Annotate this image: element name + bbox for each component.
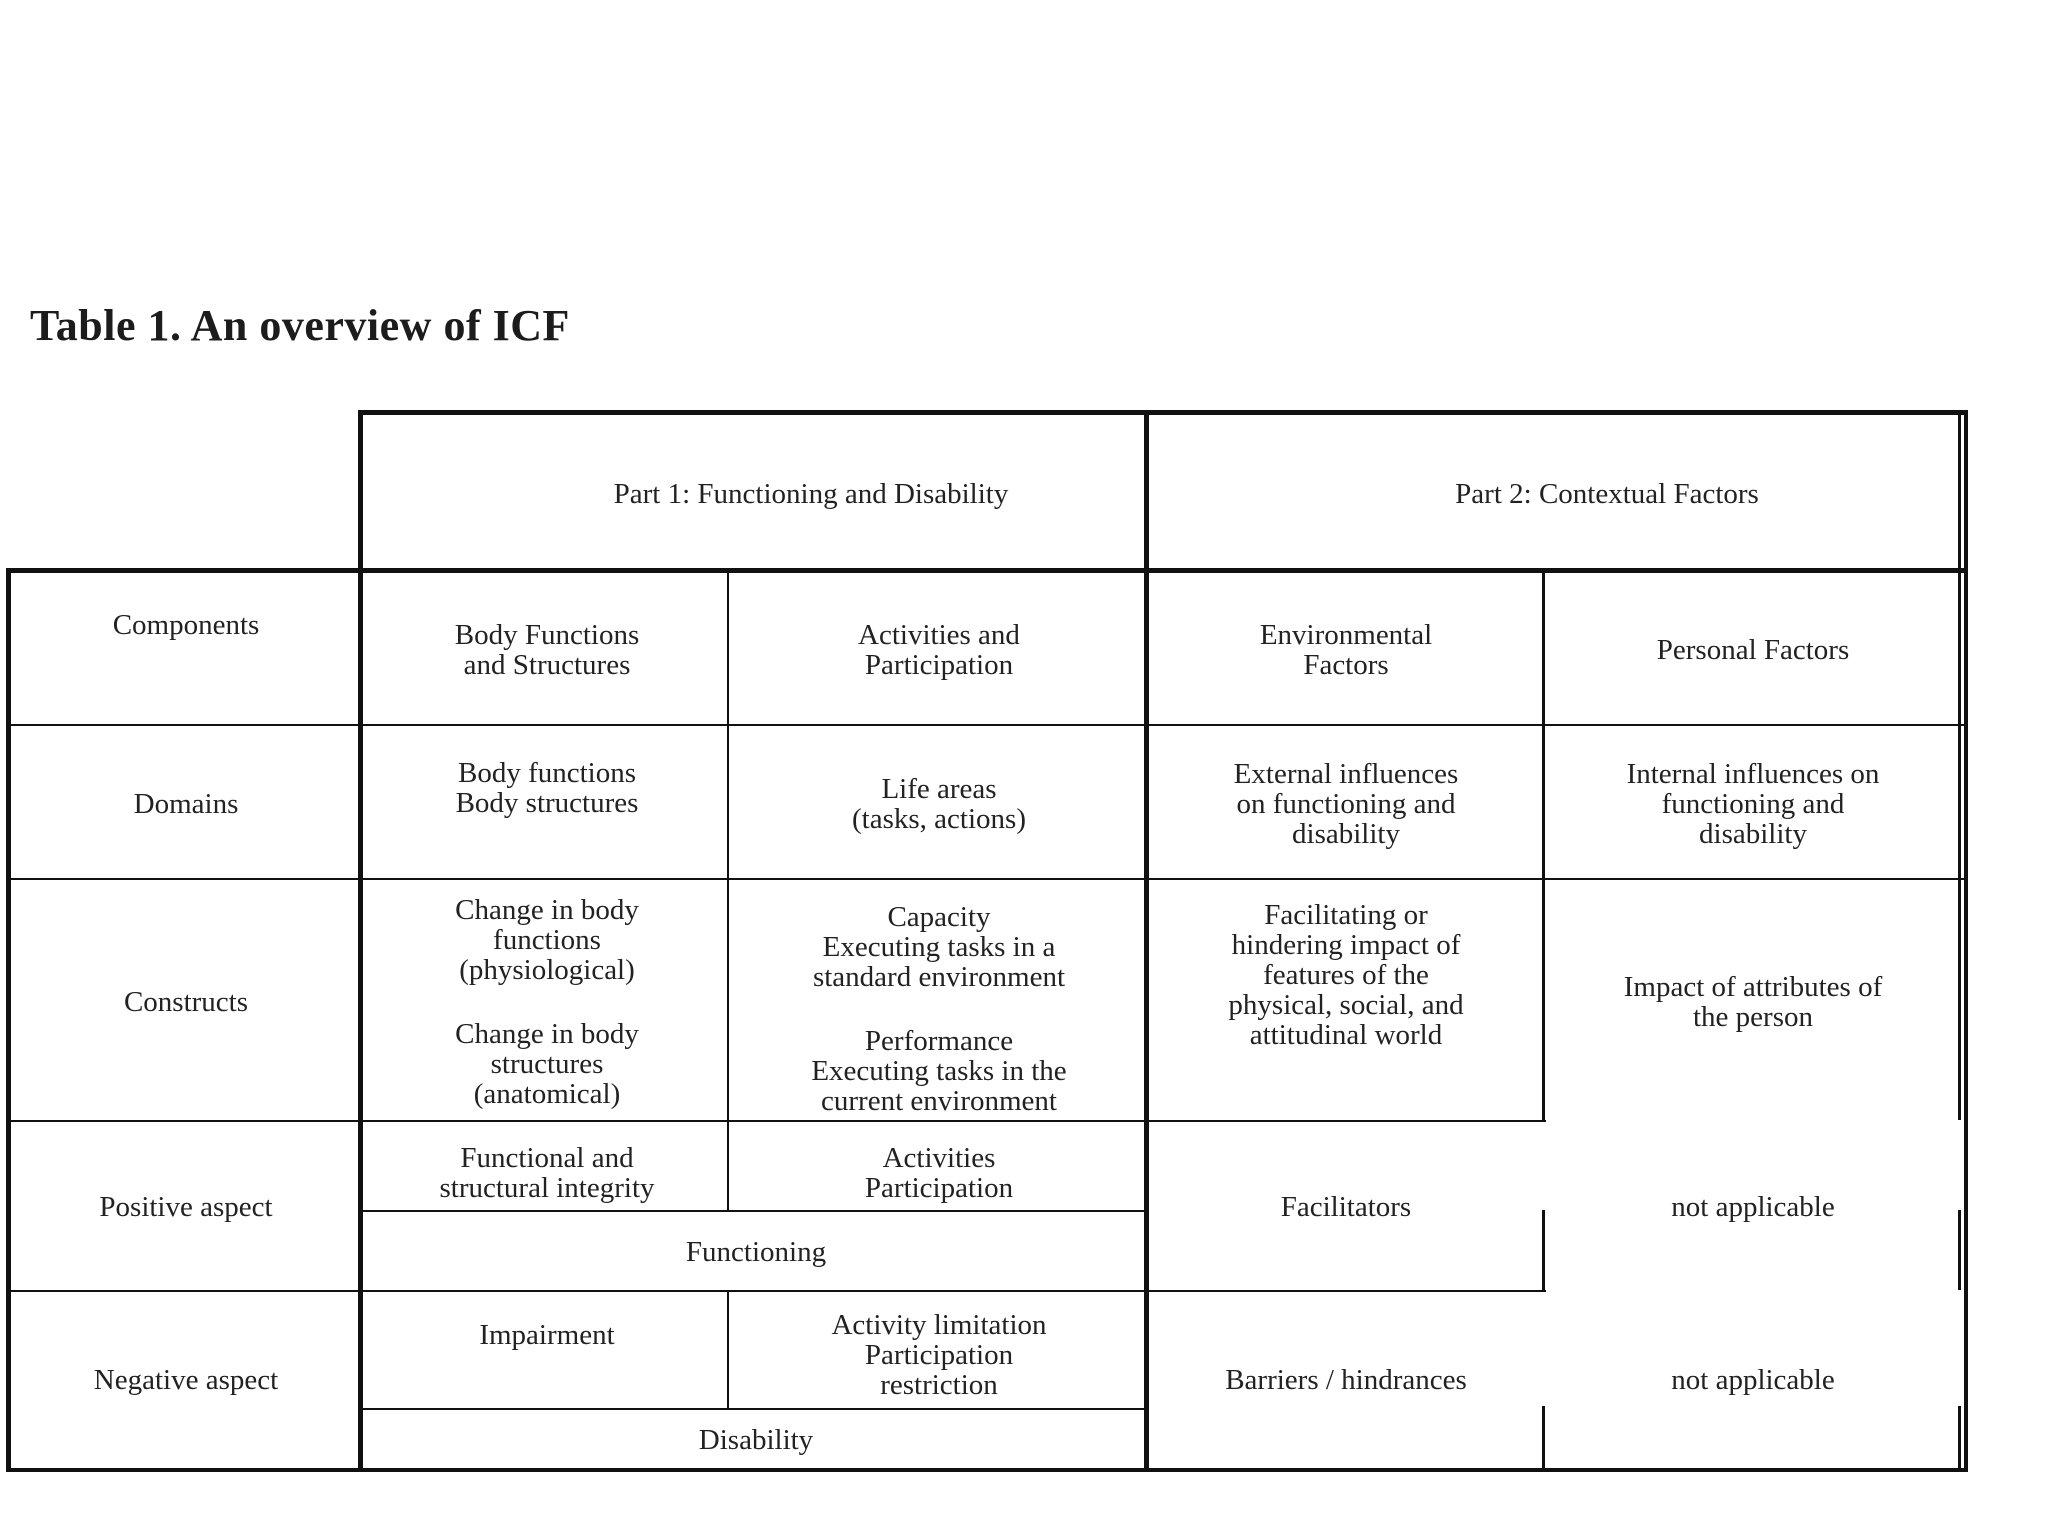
row-label-negative: Negative aspect: [93, 1364, 279, 1396]
rule-env-col-1: [1542, 568, 1545, 1122]
rule-negative-mid: [362, 1408, 1146, 1410]
rule-left: [6, 568, 11, 1472]
row-label-domains: Domains: [133, 788, 239, 820]
rule-right-inner-2: [1958, 1210, 1961, 1290]
negative-personal: not applicable: [1671, 1364, 1835, 1396]
rule-right-outer: [1964, 410, 1968, 1472]
positive-activities: Activities Participation: [864, 1142, 1014, 1204]
negative-body: Impairment: [479, 1319, 615, 1351]
positive-body: Functional and structural integrity: [439, 1142, 655, 1204]
rule-body-col-2: [727, 1290, 729, 1410]
positive-functioning: Functioning: [685, 1236, 827, 1268]
positive-personal: not applicable: [1671, 1191, 1835, 1223]
domains-body: Body functions Body structures: [455, 757, 639, 819]
row-label-components: Components: [112, 609, 260, 641]
rule-body-col-1: [727, 568, 729, 1212]
constructs-environmental: Facilitating or hindering impact of features of the physical, social, and attitudinal world: [1228, 899, 1464, 1051]
constructs-body: Change in body functions (physiological) Change in body structures (anatomical): [455, 894, 639, 1110]
components-environmental: Environmental Factors: [1259, 619, 1433, 681]
rule-right-inner-1: [1958, 410, 1961, 1120]
header-part2: Part 2: Contextual Factors: [1455, 478, 1759, 510]
rule-part-divider: [1144, 410, 1149, 1472]
constructs-activities: Capacity Executing tasks in a standard environment Performance Executing tasks in the current environment: [811, 901, 1067, 1117]
rule-constructs-bottom-left: [6, 1120, 1146, 1122]
negative-environmental: Barriers / hindrances: [1225, 1364, 1467, 1396]
constructs-personal: Impact of attributes of the person: [1623, 971, 1883, 1033]
components-activities: Activities and Participation: [858, 619, 1020, 681]
domains-personal: Internal influences on functioning and disability: [1626, 758, 1880, 850]
rule-label-col: [358, 410, 363, 1472]
rule-bottom: [6, 1468, 1968, 1472]
components-body: Body Functions and Structures: [454, 619, 640, 681]
domains-environmental: External influences on functioning and disability: [1233, 758, 1459, 850]
rule-positive-bottom-env: [1146, 1290, 1546, 1292]
rule-domains-bottom: [6, 878, 1964, 880]
header-part1: Part 1: Functioning and Disability: [613, 478, 1009, 510]
positive-environmental: Facilitators: [1280, 1191, 1412, 1223]
rule-env-col-2: [1542, 1210, 1545, 1292]
negative-disability: Disability: [698, 1424, 814, 1456]
row-label-positive: Positive aspect: [99, 1191, 273, 1223]
domains-activities: Life areas (tasks, actions): [852, 773, 1026, 835]
row-label-constructs: Constructs: [123, 986, 249, 1018]
rule-constructs-bottom-env: [1146, 1120, 1546, 1122]
rule-top: [362, 410, 1968, 415]
rule-positive-mid: [362, 1210, 1146, 1212]
negative-activities: Activity limitation Participation restriction: [831, 1309, 1047, 1401]
components-personal: Personal Factors: [1656, 634, 1850, 666]
rule-env-col-3: [1542, 1406, 1545, 1472]
table-title: Table 1. An overview of ICF: [30, 301, 570, 350]
rule-components-bottom: [6, 724, 1964, 726]
rule-header-bottom: [6, 568, 1968, 573]
rule-positive-bottom-left: [6, 1290, 1146, 1292]
rule-right-inner-3: [1958, 1406, 1961, 1472]
